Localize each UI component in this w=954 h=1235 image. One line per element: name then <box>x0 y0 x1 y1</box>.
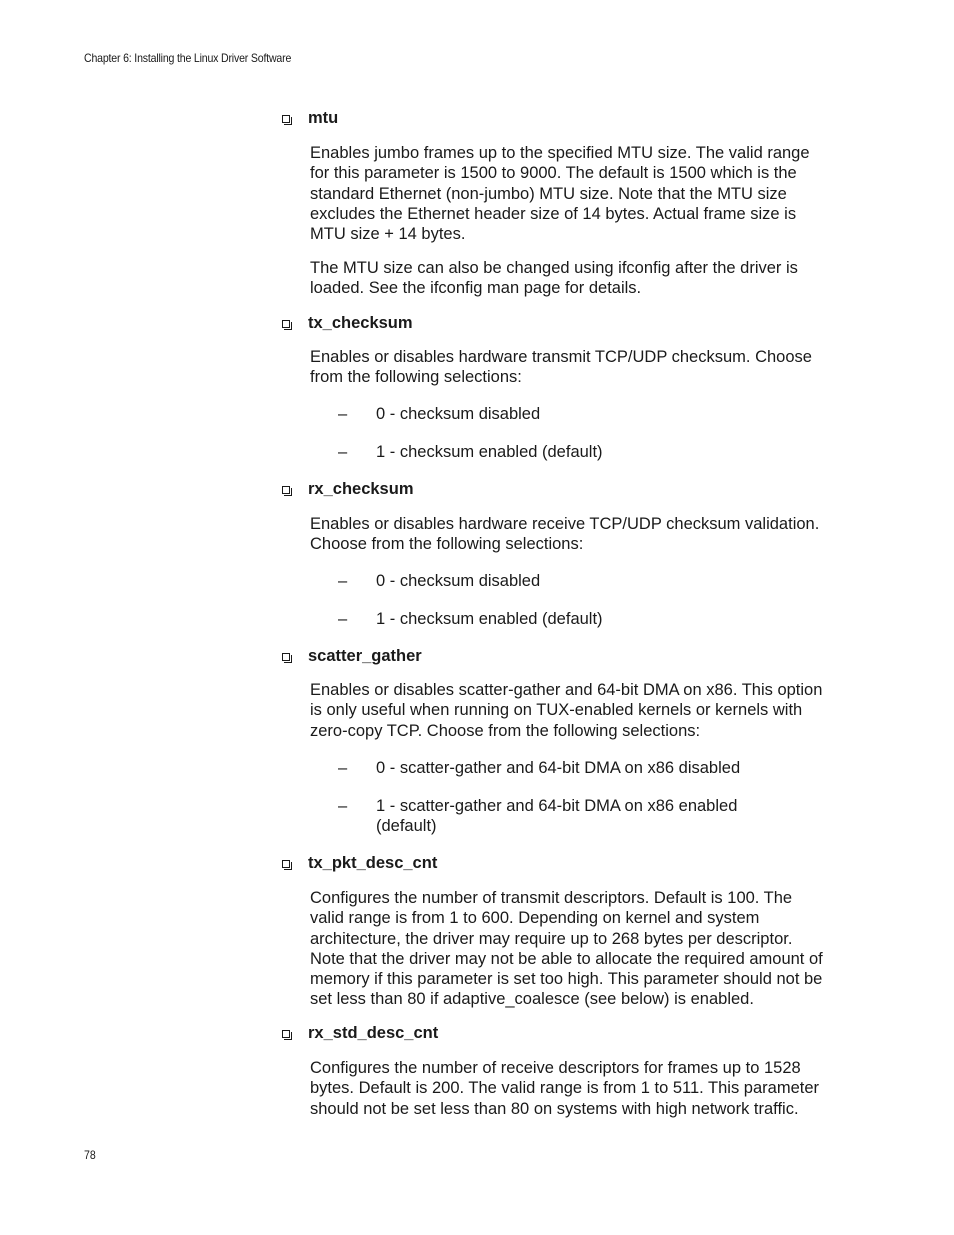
checkbox-bullet-icon <box>282 1030 290 1038</box>
param-heading-rx-std-desc-cnt <box>282 1023 438 1043</box>
param-description: The MTU size can also be changed using ifconfig after the driver is loaded. See the ifconfig man page for details. <box>310 259 798 298</box>
param-name: rx_checksum <box>308 479 414 498</box>
page-number: 78 <box>84 1148 96 1162</box>
checkbox-bullet-icon <box>282 653 290 661</box>
checkbox-bullet-icon <box>282 320 290 328</box>
param-description: Configures the number of transmit descriptors. Default is 100. The valid range is from 1 to 600. Depending on kernel and system architecture, the driver may require up to 268 bytes per descriptor. Note that the driver may not be able to allocate the required amount of memory if this parameter is set too high. This parameter should not be set less than 80 if adaptive_coalesce (see below) is enabled. <box>310 889 823 1009</box>
dash-bullet-icon: – <box>338 759 348 777</box>
param-name: rx_std_desc_cnt <box>308 1023 439 1042</box>
option-text: 1 - checksum enabled (default) <box>376 610 603 628</box>
checkbox-bullet-icon <box>282 860 290 868</box>
param-description: Enables or disables hardware transmit TCP/UDP checksum. Choose from the following selections: <box>310 348 812 387</box>
option-text: 1 - scatter-gather and 64-bit DMA on x86 enabled (default) <box>376 797 738 836</box>
dash-bullet-icon: – <box>338 443 348 461</box>
param-description: Enables jumbo frames up to the specified MTU size. The valid range for this parameter is 1500 to 9000. The default is 1500 which is the standard Ethernet (non-jumbo) MTU size. Note that the MTU size excludes the Ethernet header size of 14 bytes. Actual frame size is MTU size + 14 bytes. <box>310 144 810 244</box>
param-heading-tx-pkt-desc-cnt <box>282 853 437 873</box>
dash-bullet-icon: – <box>338 572 348 590</box>
param-description: Configures the number of receive descriptors for frames up to 1528 bytes. Default is 200. The valid range is from 1 to 511. This parameter should not be set less than 80 on systems with high network traffic. <box>310 1059 820 1118</box>
option-text: 0 - scatter-gather and 64-bit DMA on x86 disabled <box>376 759 741 777</box>
param-name: tx_checksum <box>308 313 413 332</box>
param-description: Enables or disables scatter-gather and 64-bit DMA on x86. This option is only useful when running on TUX-enabled kernels or kernels with zero-copy TCP. Choose from the following selections: <box>310 681 823 740</box>
param-heading-mtu <box>282 108 338 128</box>
param-heading-tx-checksum <box>282 313 413 333</box>
dash-bullet-icon: – <box>338 797 348 815</box>
checkbox-bullet-icon <box>282 486 290 494</box>
checkbox-bullet-icon <box>282 115 290 123</box>
dash-bullet-icon: – <box>338 405 348 423</box>
param-description: Enables or disables hardware receive TCP/UDP checksum validation. Choose from the following selections: <box>310 515 820 554</box>
option-text: 1 - checksum enabled (default) <box>376 443 603 461</box>
option-text: 0 - checksum disabled <box>376 405 541 423</box>
option-text: 0 - checksum disabled <box>376 572 541 590</box>
param-name: scatter_gather <box>308 646 422 665</box>
param-heading-scatter-gather <box>282 646 422 666</box>
param-heading-rx-checksum <box>282 479 414 499</box>
param-name: mtu <box>308 108 339 127</box>
param-name: tx_pkt_desc_cnt <box>308 853 438 872</box>
dash-bullet-icon: – <box>338 610 348 628</box>
running-header: Chapter 6: Installing the Linux Driver Software <box>84 51 292 65</box>
